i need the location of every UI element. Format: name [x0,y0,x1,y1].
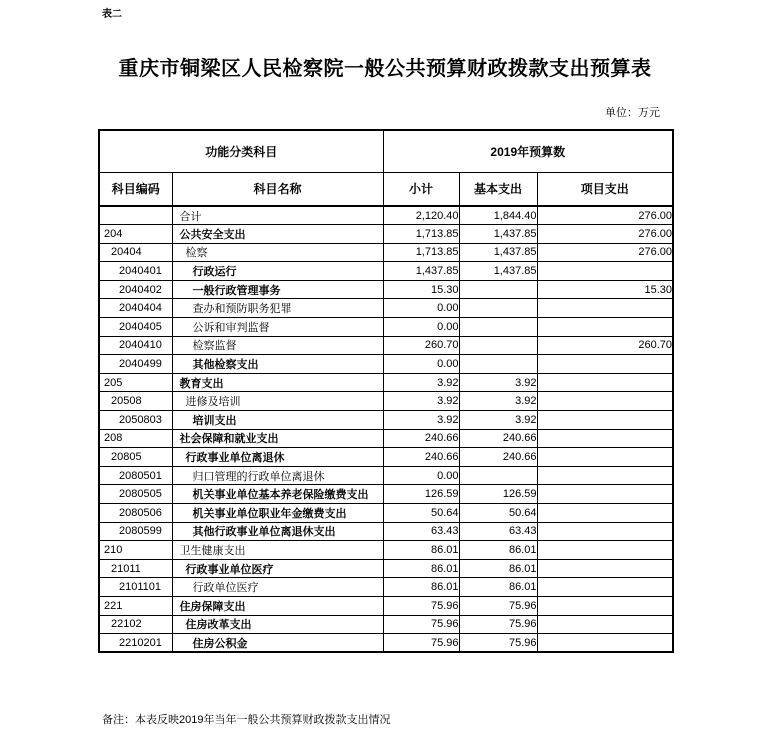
cell-subject-name: 公共安全支出 [172,225,383,244]
cell-subtotal: 75.96 [383,634,459,653]
cell-project-expenditure [537,373,673,392]
cell-basic-expenditure: 75.96 [459,596,537,615]
cell-subject-name: 进修及培训 [172,392,383,411]
cell-project-expenditure: 15.30 [537,280,673,299]
table-body [99,206,673,652]
budget-table [98,129,674,653]
cell-subtotal: 3.92 [383,373,459,392]
cell-subtotal: 1,713.85 [383,243,459,262]
cell-basic-expenditure: 240.66 [459,448,537,467]
cell-basic-expenditure: 63.43 [459,522,537,541]
cell-subtotal: 260.70 [383,336,459,355]
table-row [99,429,673,448]
cell-subtotal: 0.00 [383,355,459,374]
cell-subject-code: 2040401 [99,262,172,281]
cell-project-expenditure: 276.00 [537,243,673,262]
cell-subject-name: 教育支出 [172,373,383,392]
cell-project-expenditure [537,485,673,504]
cell-subject-code: 2080506 [99,504,172,523]
column-header-subtotal: 小计 [383,172,459,206]
cell-subtotal: 50.64 [383,504,459,523]
cell-subject-code: 22102 [99,615,172,634]
cell-project-expenditure [537,411,673,430]
cell-basic-expenditure: 1,437.85 [459,225,537,244]
header-2019-budget: 2019年预算数 [383,130,673,172]
cell-subject-code: 2040499 [99,355,172,374]
cell-basic-expenditure [459,280,537,299]
table-row [99,355,673,374]
table-row [99,578,673,597]
cell-basic-expenditure [459,355,537,374]
cell-basic-expenditure: 3.92 [459,392,537,411]
cell-project-expenditure [537,262,673,281]
cell-subject-name: 行政事业单位医疗 [172,559,383,578]
cell-subject-code: 2040405 [99,318,172,337]
cell-project-expenditure [537,429,673,448]
table-row [99,634,673,653]
cell-subject-code: 2080599 [99,522,172,541]
table-row [99,318,673,337]
table-row [99,336,673,355]
cell-basic-expenditure [459,318,537,337]
cell-project-expenditure [537,615,673,634]
table-row [99,448,673,467]
cell-subject-code: 2080505 [99,485,172,504]
cell-subject-name: 机关事业单位职业年金缴费支出 [172,504,383,523]
table-row [99,392,673,411]
header-columns-row [99,172,673,206]
cell-basic-expenditure [459,299,537,318]
cell-project-expenditure: 276.00 [537,225,673,244]
cell-subtotal: 86.01 [383,578,459,597]
cell-subject-name: 住房保障支出 [172,596,383,615]
cell-subject-name: 住房改革支出 [172,615,383,634]
cell-subtotal: 3.92 [383,392,459,411]
cell-subject-code: 204 [99,225,172,244]
cell-subtotal: 86.01 [383,541,459,560]
cell-subtotal: 63.43 [383,522,459,541]
cell-project-expenditure [537,355,673,374]
table-row [99,299,673,318]
cell-subtotal: 3.92 [383,411,459,430]
cell-subject-code: 208 [99,429,172,448]
cell-basic-expenditure: 3.92 [459,411,537,430]
table-row [99,411,673,430]
cell-subject-code: 20508 [99,392,172,411]
cell-basic-expenditure: 86.01 [459,541,537,560]
cell-subject-code: 221 [99,596,172,615]
cell-subject-code: 2210201 [99,634,172,653]
cell-project-expenditure [537,299,673,318]
cell-subject-name: 社会保障和就业支出 [172,429,383,448]
cell-project-expenditure [537,522,673,541]
table-row [99,225,673,244]
cell-project-expenditure [537,541,673,560]
cell-basic-expenditure: 1,437.85 [459,262,537,281]
cell-subject-code: 2040410 [99,336,172,355]
table-number-label: 表二 [102,9,122,20]
cell-project-expenditure [537,466,673,485]
table-header [99,130,673,206]
table-row [99,466,673,485]
cell-subject-code: 2080501 [99,466,172,485]
cell-project-expenditure [537,634,673,653]
cell-subtotal: 0.00 [383,318,459,337]
cell-subtotal: 15.30 [383,280,459,299]
cell-project-expenditure [537,448,673,467]
cell-basic-expenditure: 50.64 [459,504,537,523]
table-row [99,373,673,392]
cell-subject-name: 检察 [172,243,383,262]
cell-basic-expenditure [459,336,537,355]
cell-subtotal: 75.96 [383,615,459,634]
table-row [99,596,673,615]
cell-subject-name: 行政运行 [172,262,383,281]
cell-basic-expenditure: 86.01 [459,559,537,578]
unit-label: 单位：万元 [605,107,660,119]
table-row [99,559,673,578]
column-header-project-expenditure: 项目支出 [537,172,673,206]
cell-subject-name: 查办和预防职务犯罪 [172,299,383,318]
table-row [99,280,673,299]
cell-subject-code: 2050803 [99,411,172,430]
cell-subject-name: 其他检察支出 [172,355,383,374]
cell-project-expenditure: 276.00 [537,206,673,225]
cell-subject-name: 合计 [172,206,383,225]
cell-subject-name: 行政单位医疗 [172,578,383,597]
cell-basic-expenditure: 75.96 [459,634,537,653]
page-title: 重庆市铜梁区人民检察院一般公共预算财政拨款支出预算表 [118,58,652,80]
cell-subject-name: 其他行政事业单位离退休支出 [172,522,383,541]
header-function-classification: 功能分类科目 [99,130,383,172]
cell-subject-name: 一般行政管理事务 [172,280,383,299]
cell-basic-expenditure: 126.59 [459,485,537,504]
cell-subtotal: 240.66 [383,448,459,467]
cell-subject-name: 住房公积金 [172,634,383,653]
cell-basic-expenditure: 1,437.85 [459,243,537,262]
column-header-basic-expenditure: 基本支出 [459,172,537,206]
cell-subject-code [99,206,172,225]
cell-subject-name: 机关事业单位基本养老保险缴费支出 [172,485,383,504]
table-row [99,504,673,523]
cell-project-expenditure: 260.70 [537,336,673,355]
cell-project-expenditure [537,392,673,411]
cell-basic-expenditure: 75.96 [459,615,537,634]
cell-subtotal: 240.66 [383,429,459,448]
column-header-subject-name: 科目名称 [172,172,383,206]
cell-subject-name: 检察监督 [172,336,383,355]
cell-subject-name: 培训支出 [172,411,383,430]
table-row [99,541,673,560]
cell-subject-code: 2040402 [99,280,172,299]
cell-subject-name: 行政事业单位离退休 [172,448,383,467]
table-row [99,206,673,225]
cell-subject-name: 公诉和审判监督 [172,318,383,337]
cell-subject-code: 20805 [99,448,172,467]
cell-subtotal: 86.01 [383,559,459,578]
cell-subtotal: 75.96 [383,596,459,615]
cell-basic-expenditure: 86.01 [459,578,537,597]
cell-subject-code: 20404 [99,243,172,262]
cell-subtotal: 1,713.85 [383,225,459,244]
cell-basic-expenditure: 240.66 [459,429,537,448]
cell-basic-expenditure: 1,844.40 [459,206,537,225]
cell-project-expenditure [537,504,673,523]
header-group-row [99,130,673,172]
cell-subject-code: 205 [99,373,172,392]
cell-subtotal: 126.59 [383,485,459,504]
cell-basic-expenditure: 3.92 [459,373,537,392]
cell-subtotal: 1,437.85 [383,262,459,281]
cell-project-expenditure [537,596,673,615]
cell-project-expenditure [537,559,673,578]
cell-subject-code: 21011 [99,559,172,578]
cell-subject-name: 归口管理的行政单位离退休 [172,466,383,485]
table-row [99,485,673,504]
cell-subject-code: 210 [99,541,172,560]
table-row [99,262,673,281]
cell-subtotal: 0.00 [383,299,459,318]
table-row [99,615,673,634]
cell-basic-expenditure [459,466,537,485]
cell-subject-code: 2040404 [99,299,172,318]
cell-subtotal: 0.00 [383,466,459,485]
cell-project-expenditure [537,318,673,337]
cell-subtotal: 2,120.40 [383,206,459,225]
column-header-subject-code: 科目编码 [99,172,172,206]
cell-subject-code: 2101101 [99,578,172,597]
table-row [99,243,673,262]
footnote: 备注：本表反映2019年当年一般公共预算财政拨款支出情况 [102,714,391,726]
cell-subject-name: 卫生健康支出 [172,541,383,560]
cell-project-expenditure [537,578,673,597]
table-row [99,522,673,541]
